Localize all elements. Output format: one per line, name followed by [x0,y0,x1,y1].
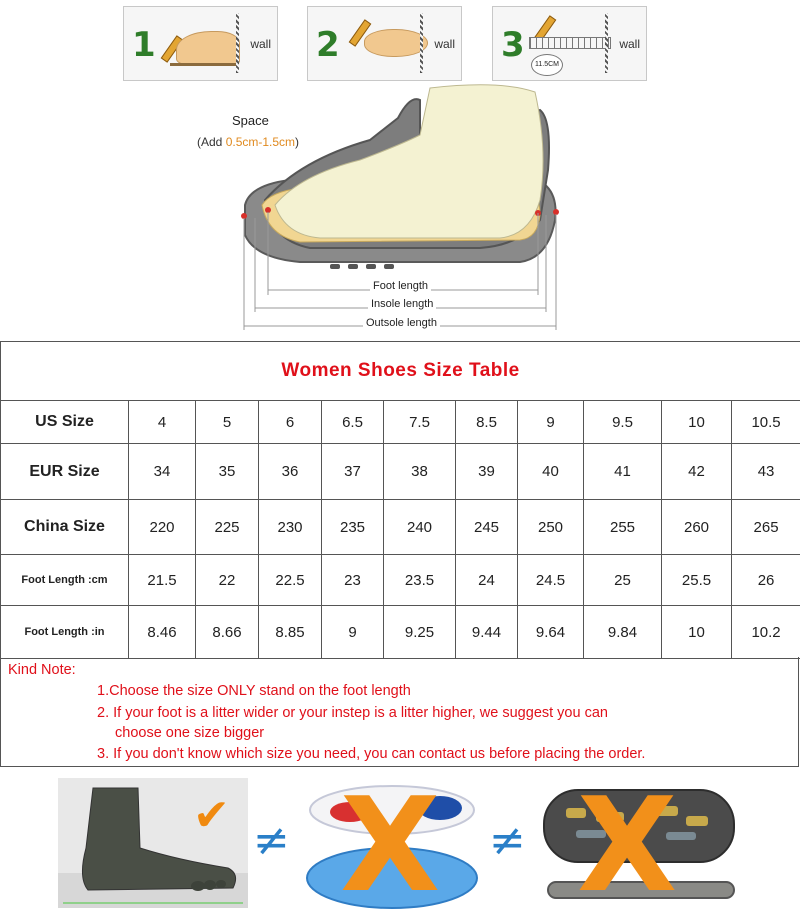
table-cell: 41 [584,444,662,500]
table-cell: 38 [384,444,456,500]
insole-length-label: Insole length [368,298,436,310]
note-line-2: 2. If your foot is a litter wider or your instep is a litter higher, we suggest you can [97,705,608,721]
table-cell: 8.46 [129,606,196,659]
table-cell: 34 [129,444,196,500]
table-cell: 37 [322,444,384,500]
table-cell: 9 [518,401,584,444]
table-cell: 25 [584,555,662,606]
table-cell: 9.64 [518,606,584,659]
row-header: Foot Length :cm [1,555,129,606]
wall-label: wall [434,37,455,51]
table-cell: 230 [259,500,322,555]
cross-mark-icon: X [577,769,678,921]
table-cell: 22.5 [259,555,322,606]
table-cell: 21.5 [129,555,196,606]
step-number: 2 [316,25,340,65]
table-cell: 25.5 [662,555,732,606]
wall-label: wall [619,37,640,51]
row-header: EUR Size [1,444,129,500]
table-cell: 6 [259,401,322,444]
step-number: 1 [132,25,156,65]
space-label: Space [232,113,269,128]
cross-mark-icon: X [340,769,441,921]
not-equal-icon: ≠ [489,815,526,866]
table-cell: 10 [662,401,732,444]
table-cell: 39 [456,444,518,500]
table-cell: 9.84 [584,606,662,659]
table-cell: 220 [129,500,196,555]
row-header: US Size [1,401,129,444]
table-cell: 260 [662,500,732,555]
table-cell: 35 [196,444,259,500]
table-cell: 23.5 [384,555,456,606]
table-title: Women Shoes Size Table [1,342,800,401]
sole-tread [330,264,394,269]
table-cell: 255 [584,500,662,555]
ruler-readout: 11.5CM [531,54,563,76]
table-cell: 42 [662,444,732,500]
table-cell: 24.5 [518,555,584,606]
note-line-3: 3. If you don't know which size you need, you can contact us before placing the order. [97,746,646,762]
size-table [0,341,800,659]
table-cell: 24 [456,555,518,606]
table-cell: 9.5 [584,401,662,444]
table-cell: 8.5 [456,401,518,444]
row-header: Foot Length :in [1,606,129,659]
table-cell: 9.25 [384,606,456,659]
foot-length-label: Foot length [370,280,431,292]
table-cell: 265 [732,500,800,555]
table-cell: 245 [456,500,518,555]
table-cell: 10 [662,606,732,659]
table-cell: 240 [384,500,456,555]
table-cell: 9 [322,606,384,659]
table-cell: 250 [518,500,584,555]
row-header: China Size [1,500,129,555]
outsole-length-label: Outsole length [363,317,440,329]
table-row [1,606,800,659]
table-cell: 4 [129,401,196,444]
table-cell: 40 [518,444,584,500]
table-row [1,401,800,444]
table-row [1,500,800,555]
table-cell: 10.2 [732,606,800,659]
table-cell: 9.44 [456,606,518,659]
table-cell: 8.85 [259,606,322,659]
kind-note-box [0,657,799,767]
note-heading: Kind Note: [8,662,76,678]
table-cell: 6.5 [322,401,384,444]
table-cell: 23 [322,555,384,606]
wall-label: wall [250,37,271,51]
note-line-1: 1.Choose the size ONLY stand on the foot length [97,683,411,699]
table-cell: 5 [196,401,259,444]
not-equal-icon: ≠ [253,815,290,866]
note-line-2-cont: choose one size bigger [115,725,265,741]
table-row [1,444,800,500]
table-cell: 235 [322,500,384,555]
table-cell: 225 [196,500,259,555]
checkmark-icon: ✔ [193,790,230,841]
table-cell: 22 [196,555,259,606]
table-cell: 36 [259,444,322,500]
table-cell: 26 [732,555,800,606]
table-cell: 43 [732,444,800,500]
table-cell: 10.5 [732,401,800,444]
step-number: 3 [501,25,525,65]
table-row [1,555,800,606]
table-cell: 8.66 [196,606,259,659]
space-range: 0.5cm-1.5cm [225,135,296,149]
space-sublabel: (Add 0.5cm-1.5cm) [197,135,300,149]
table-cell: 7.5 [384,401,456,444]
